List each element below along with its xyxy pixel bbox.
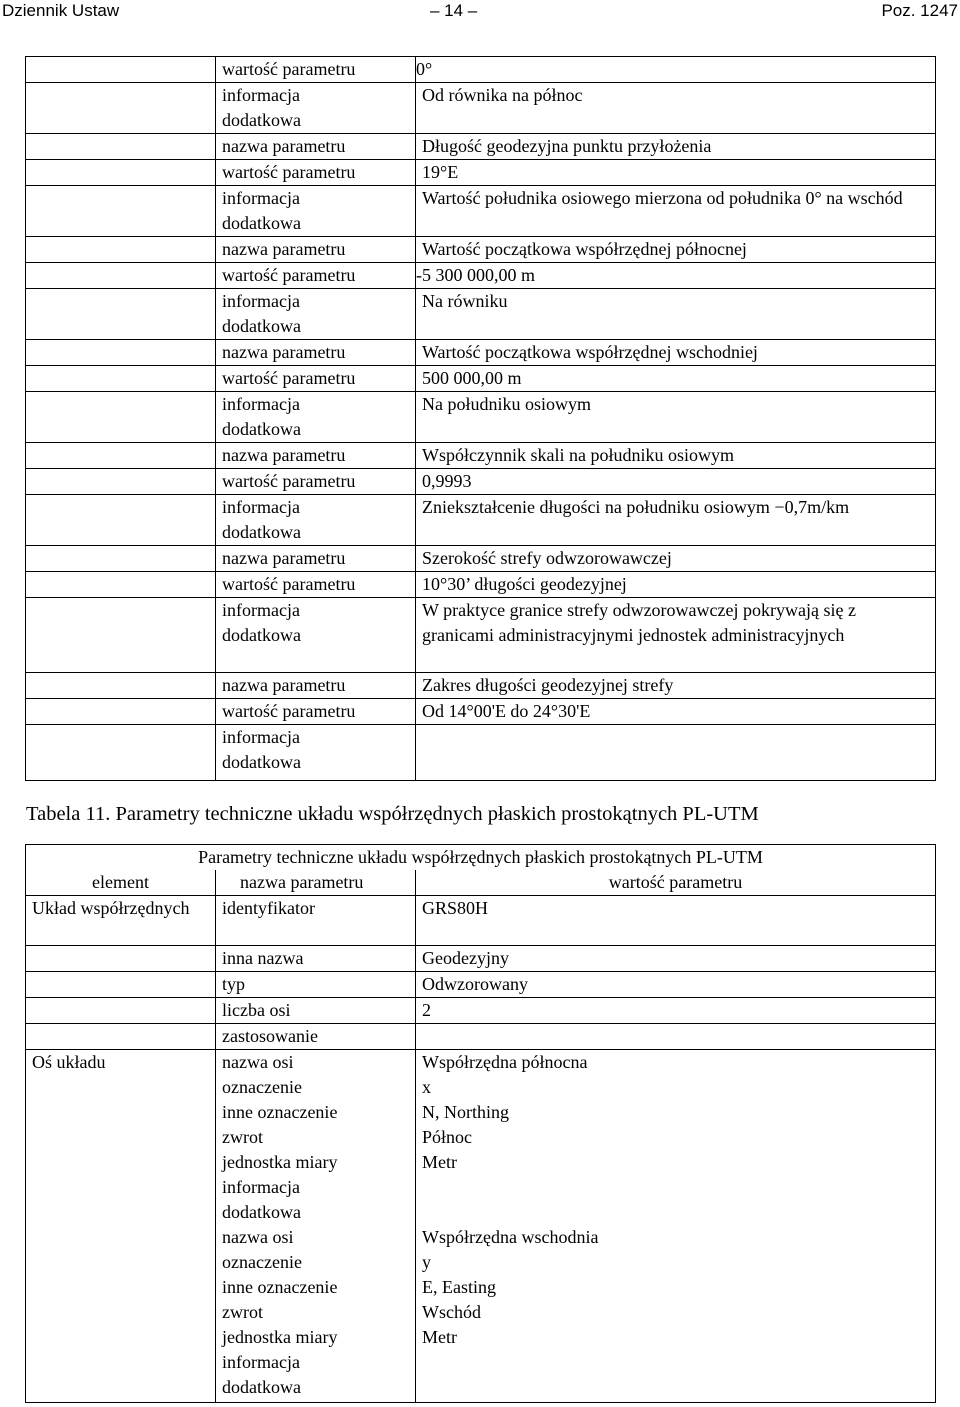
table-row [26,263,936,289]
param-name: inna nazwa [216,946,416,972]
param-name: inne oznaczenie [216,1100,416,1125]
param-value: Na południku osiowym [416,392,936,443]
param-value: Od 14°00'E do 24°30'E [416,699,936,725]
table-row [26,699,936,725]
param-value: Metr [416,1325,936,1350]
param-value: E, Easting [416,1275,936,1300]
param-label: informacja dodatkowa [216,392,416,443]
param-label: nazwa parametru [216,134,416,160]
empty-element-cell [26,725,216,781]
table-row [26,1125,936,1150]
table-row [26,1050,936,1076]
param-label: informacja dodatkowa [216,495,416,546]
param-value: Wartość początkowa współrzędnej północnej [416,237,936,263]
param-label: nazwa parametru [216,340,416,366]
empty-element-cell [26,134,216,160]
element-cell [26,1150,216,1175]
element-cell: Oś układu [26,1050,216,1076]
param-name: zwrot [216,1125,416,1150]
param-name: nazwa osi [216,1050,416,1076]
param-value: Na równiku [416,289,936,340]
table-row [26,598,936,673]
table-row [26,946,936,972]
table-row [26,469,936,495]
table-row [26,1225,936,1250]
param-label: nazwa parametru [216,443,416,469]
table-row [26,1024,936,1050]
table-row [26,443,936,469]
param-value: W praktyce granice strefy odwzorowawczej pokrywają się z granicami administracyjnymi jednostek administracyjnych [416,598,936,673]
param-value: Wartość początkowa współrzędnej wschodniej [416,340,936,366]
param-label: wartość parametru [216,699,416,725]
param-label: informacja dodatkowa [216,289,416,340]
param-label: informacja dodatkowa [216,598,416,673]
param-value: Wartość południka osiowego mierzona od południka 0° na wschód [416,186,936,237]
parameters-table-continued [25,56,936,781]
journal-name: Dziennik Ustaw [2,1,120,20]
table-row [26,340,936,366]
empty-element-cell [26,289,216,340]
empty-element-cell [26,572,216,598]
empty-element-cell [26,366,216,392]
param-name: oznaczenie [216,1250,416,1275]
param-value [416,1350,936,1402]
element-cell [26,946,216,972]
param-value: 0,9993 [416,469,936,495]
table-row [26,1325,936,1350]
param-label: wartość parametru [216,366,416,392]
param-name: jednostka miary [216,1325,416,1350]
empty-element-cell [26,83,216,134]
table-row [26,1075,936,1100]
empty-element-cell [26,392,216,443]
table-title: Parametry techniczne układu współrzędnych płaskich prostokątnych PL-UTM [26,845,936,871]
param-label: informacja dodatkowa [216,186,416,237]
param-value: x [416,1075,936,1100]
empty-element-cell [26,57,216,83]
param-value: Metr [416,1150,936,1175]
param-label: wartość parametru [216,160,416,186]
table-row [26,1175,936,1225]
param-value [416,725,936,781]
param-name: informacja dodatkowa [216,1350,416,1402]
table-row [26,1150,936,1175]
param-value [416,1024,936,1050]
element-cell [26,1300,216,1325]
param-label: wartość parametru [216,572,416,598]
empty-element-cell [26,673,216,699]
param-value: Współrzędna wschodnia [416,1225,936,1250]
param-name: zwrot [216,1300,416,1325]
table-row [26,392,936,443]
empty-element-cell [26,237,216,263]
table-row [26,57,936,83]
param-value: 500 000,00 m [416,366,936,392]
param-value: 19°E [416,160,936,186]
empty-element-cell [26,699,216,725]
param-label: nazwa parametru [216,237,416,263]
empty-element-cell [26,495,216,546]
param-label: nazwa parametru [216,546,416,572]
table-row [26,237,936,263]
param-label: nazwa parametru [216,673,416,699]
element-cell [26,1100,216,1125]
param-name: liczba osi [216,998,416,1024]
table-caption: Tabela 11. Parametry techniczne układu współrzędnych płaskich prostokątnych PL-UTM [26,803,759,825]
param-name: oznaczenie [216,1075,416,1100]
param-name: typ [216,972,416,998]
param-value: 2 [416,998,936,1024]
param-value: GRS80H [416,896,936,946]
element-cell [26,1225,216,1250]
header-element: element [26,870,216,896]
position-number: Poz. 1247 [881,1,958,20]
table-row [26,1350,936,1402]
param-name: informacja dodatkowa [216,1175,416,1225]
table-row [26,572,936,598]
param-value: Współczynnik skali na południku osiowym [416,443,936,469]
element-cell [26,1075,216,1100]
param-value: -5 300 000,00 m [416,263,936,289]
param-value: 10°30’ długości geodezyjnej [416,572,936,598]
element-cell [26,1024,216,1050]
param-name: identyfikator [216,896,416,946]
element-cell [26,1250,216,1275]
page-header [0,0,960,24]
param-value: Wschód [416,1300,936,1325]
table-row [26,495,936,546]
pl-utm-parameters-table [25,844,936,1403]
table-row [26,1275,936,1300]
param-value: Zakres długości geodezyjnej strefy [416,673,936,699]
param-name: nazwa osi [216,1225,416,1250]
table-row [26,1300,936,1325]
table-title-row [26,845,936,871]
param-value: Współrzędna północna [416,1050,936,1076]
page-number: – 14 – [430,1,478,20]
table-row [26,1100,936,1125]
param-value: Od równika na północ [416,83,936,134]
param-value [416,1175,936,1225]
param-value: Geodezyjny [416,946,936,972]
empty-element-cell [26,340,216,366]
table-row [26,83,936,134]
param-name: inne oznaczenie [216,1275,416,1300]
param-value: y [416,1250,936,1275]
table-row [26,366,936,392]
table-row [26,546,936,572]
table-row [26,289,936,340]
table-header-row [26,870,936,896]
param-value: Szerokość strefy odwzorowawczej [416,546,936,572]
element-cell [26,1125,216,1150]
empty-element-cell [26,443,216,469]
param-value: Długość geodezyjna punktu przyłożenia [416,134,936,160]
table-row [26,160,936,186]
empty-element-cell [26,598,216,673]
table-row [26,1250,936,1275]
param-value: 0° [416,57,936,83]
header-name: nazwa parametru [216,870,416,896]
table-row [26,972,936,998]
empty-element-cell [26,160,216,186]
param-label: wartość parametru [216,469,416,495]
empty-element-cell [26,469,216,495]
param-name: jednostka miary [216,1150,416,1175]
element-cell [26,998,216,1024]
table-row [26,673,936,699]
element-cell: Układ współrzędnych [26,896,216,946]
header-value: wartość parametru [416,870,936,896]
element-cell [26,1325,216,1350]
param-value: N, Northing [416,1100,936,1125]
table-row [26,998,936,1024]
param-name: zastosowanie [216,1024,416,1050]
table-row [26,134,936,160]
element-cell [26,1350,216,1402]
table-row [26,896,936,946]
element-cell [26,1175,216,1225]
table-row [26,186,936,237]
element-cell [26,972,216,998]
param-label: wartość parametru [216,57,416,83]
param-value: Odwzorowany [416,972,936,998]
param-label: informacja dodatkowa [216,83,416,134]
param-label: informacja dodatkowa [216,725,416,781]
empty-element-cell [26,546,216,572]
empty-element-cell [26,263,216,289]
param-value: Północ [416,1125,936,1150]
element-cell [26,1275,216,1300]
empty-element-cell [26,186,216,237]
param-value: Zniekształcenie długości na południku osiowym −0,7m/km [416,495,936,546]
param-label: wartość parametru [216,263,416,289]
table-row [26,725,936,781]
